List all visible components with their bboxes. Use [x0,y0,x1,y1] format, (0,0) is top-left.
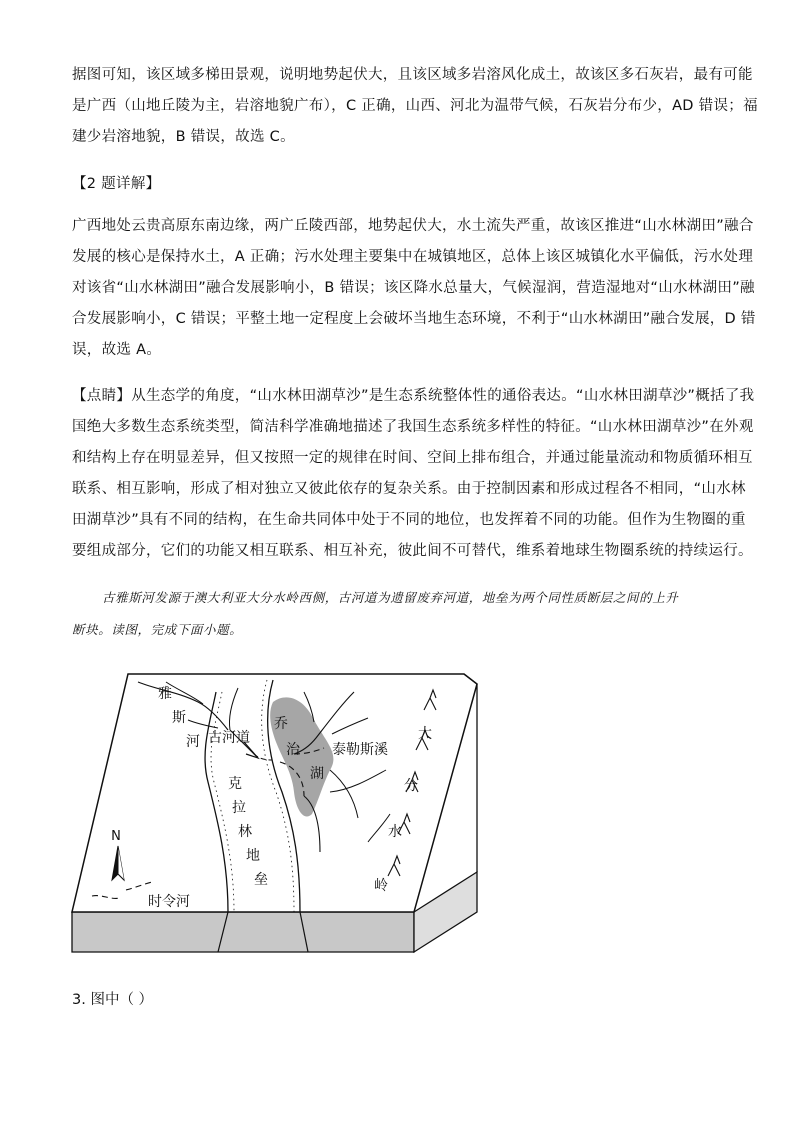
yasi-label-1: 雅 [158,686,172,702]
comment-block [72,381,755,567]
explanation-1 [72,60,758,153]
text-line: 古雅斯河发源于澳大利亚大分水岭西侧，古河道为遗留废弃河道，地垒为两个同性质断层之间的上升 [102,590,679,605]
taileisi-label: 泰勒斯溪 [332,742,388,758]
text-line: 国绝大多数生态系统类型，简洁科学准确地描述了我国生态系统多样性的特征。“山水林田湖草沙”在外观 [72,419,754,435]
text-line: 田湖草沙”具有不同的结构，在生命共同体中处于不同的地位，也发挥着不同的功能。但作为生物圈的重 [72,512,746,528]
divide-label-2: 分 [404,778,418,794]
qiaozhi-label-1: 乔 [274,716,288,732]
divide-label-4: 岭 [374,878,388,894]
text-line: 误，故选 A。 [72,342,162,358]
horst-label-5: 垒 [254,872,268,888]
question-intro [72,582,722,646]
text-line: 联系、相互影响，形成了相对独立又彼此依存的复杂关系。由于控制因素和形成过程各不相同，“山水林 [72,481,746,497]
question-3: 3. 图中（ ） [72,992,154,1008]
text-line: 据图可知，该区域多梯田景观，说明地势起伏大，且该区域多岩溶风化成土，故该区多石灰岩，最有可能 [72,67,753,83]
divide-label-3: 水 [388,824,402,840]
explanation-2 [72,211,756,366]
text-line: 对该省“山水林湖田”融合发展影响小，B 错误；该区降水总量大，气候湿润，营造湿地对“山水林湖田”融 [72,280,755,296]
qiaozhi-label-2: 治 [286,742,300,758]
yasi-label-2: 斯 [172,710,186,726]
text-line: 断块。读图，完成下面小题。 [72,622,243,637]
shiling-label: 时令河 [148,894,190,910]
horst-label-1: 克 [228,776,242,792]
side-face [414,872,477,952]
divide-label-1: 大 [418,726,432,742]
q2-heading: 【2 题详解】 [72,176,161,192]
text-line: 广西地处云贵高原东南边缘，两广丘陵西部，地势起伏大，水土流失严重，故该区推进“山水林湖田”融合 [72,218,754,234]
front-face [72,912,414,952]
text-line: 要组成部分，它们的功能又相互联系、相互补充，彼此间不可替代，维系着地球生物圈系统的持续运行。 [72,543,753,559]
text-line: 合发展影响小，C 错误；平整土地一定程度上会破坏当地生态环境，不利于“山水林湖田”融合发展，D 错 [72,311,756,327]
text-line: 建少岩溶地貌，B 错误，故选 C。 [72,129,295,145]
text-line: 【点睛】从生态学的角度，“山水林田湖草沙”是生态系统整体性的通俗表达。“山水林田湖草沙”概括了我 [72,388,755,404]
north-label: N [111,829,121,844]
ancient-channel-label: 古河道 [208,730,250,746]
text-line: 是广西（山地丘陵为主，岩溶地貌广布），C 正确，山西、河北为温带气候，石灰岩分布少，AD 错误；福 [72,98,758,114]
horst-label-3: 林 [238,824,252,840]
horst-label-4: 地 [246,848,260,864]
qiaozhi-label-3: 湖 [310,766,324,782]
horst-label-2: 拉 [232,800,246,816]
block-diagram-map [68,662,478,962]
yasi-label-3: 河 [186,734,200,750]
text-line: 和结构上存在明显差异，但又按照一定的规律在时间、空间上排布组合，并通过能量流动和物质循环相互 [72,450,753,466]
text-line: 发展的核心是保持水土，A 正确；污水处理主要集中在城镇地区，总体上该区城镇化水平偏低，污水处理 [72,249,754,265]
